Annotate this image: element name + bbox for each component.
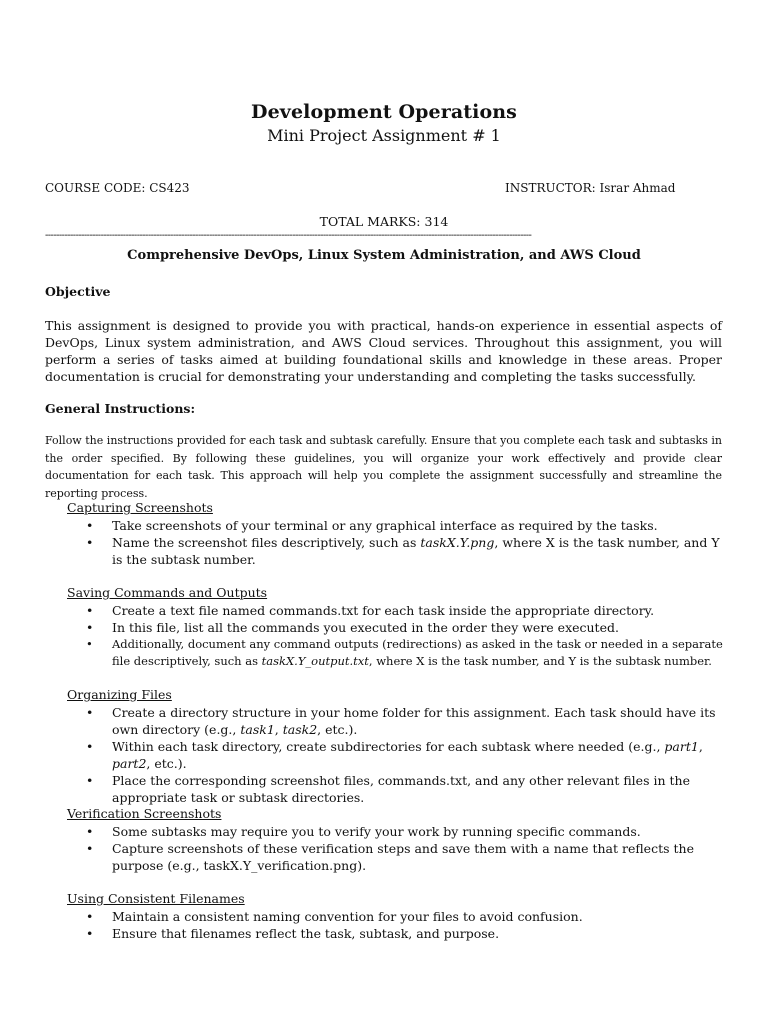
general-instructions-paragraph: Follow the instructions provided for each task and subtask carefully. Ensure that you complete each task and subtasks in the order specified. By following these guidelines, you will organize your work effectively and provide clear documentation for each task. This approach will help you complete the assignment successfully and streamline the reporting process. <box>45 434 722 500</box>
saving-commands-list <box>67 602 727 670</box>
bullet: • <box>86 841 94 856</box>
bullet: • <box>86 739 94 754</box>
list-item: • Within each task directory, create subdirectories for each subtask where needed (e.g., part1, part2, etc.). <box>86 739 703 771</box>
bullet: • <box>86 637 93 651</box>
section-title: Comprehensive DevOps, Linux System Administration, and AWS Cloud <box>127 248 641 263</box>
bullet: • <box>86 620 94 635</box>
bullet: • <box>86 824 94 839</box>
separator-line: ------------------------------------------------------------------------------------------------------------------------------------------------------------------------------- <box>45 230 532 241</box>
bullet: • <box>86 926 94 941</box>
list-item: • Place the corresponding screenshot files, commands.txt, and any other relevant files in the appropriate task or subtask directories. <box>86 773 690 805</box>
general-instructions-heading: General Instructions: <box>45 401 196 416</box>
instructor: INSTRUCTOR: Israr Ahmad <box>505 181 676 195</box>
bullet: • <box>86 705 94 720</box>
bullet: • <box>86 603 94 618</box>
list-item: • Capture screenshots of these verification steps and save them with a name that reflects the purpose (e.g., taskX.Y_verification.png). <box>86 841 694 873</box>
saving-commands-heading: Saving Commands and Outputs <box>67 585 268 600</box>
list-item: • Create a text file named commands.txt for each task inside the appropriate directory. <box>86 603 655 618</box>
bullet: • <box>86 909 94 924</box>
list-item: • Ensure that filenames reflect the task, subtask, and purpose. <box>86 926 500 941</box>
list-item: • Additionally, document any command outputs (redirections) as asked in the task or needed in a separate file descriptively, such as taskX.Y_output.txt, where X is the task number, and Y is the subtask number. <box>86 637 723 668</box>
bullet: • <box>86 773 94 788</box>
capturing-screenshots-list <box>67 517 727 568</box>
verification-screenshots-list <box>67 823 727 874</box>
document-title: Development Operations <box>251 101 517 123</box>
consistent-filenames-list <box>67 908 727 942</box>
organizing-files-heading: Organizing Files <box>67 687 172 702</box>
list-item: • In this file, list all the commands you executed in the order they were executed. <box>86 620 619 635</box>
total-marks: TOTAL MARKS: 314 <box>319 214 449 229</box>
verification-screenshots-heading: Verification Screenshots <box>67 806 222 821</box>
list-item: • Maintain a consistent naming convention for your files to avoid confusion. <box>86 909 583 924</box>
consistent-filenames-heading: Using Consistent Filenames <box>67 891 245 906</box>
bullet: • <box>86 518 94 533</box>
capturing-screenshots-heading: Capturing Screenshots <box>67 500 213 515</box>
list-item: • Create a directory structure in your home folder for this assignment. Each task should have its own directory (e.g., task1, task2, etc.). <box>86 705 716 737</box>
list-item: • Take screenshots of your terminal or any graphical interface as required by the tasks. <box>86 518 658 533</box>
objective-heading: Objective <box>45 284 111 299</box>
bullet: • <box>86 535 94 550</box>
document-subtitle: Mini Project Assignment # 1 <box>267 126 501 145</box>
list-item: • Some subtasks may require you to verify your work by running specific commands. <box>86 824 641 839</box>
objective-paragraph: This assignment is designed to provide you with practical, hands-on experience in essential aspects of DevOps, Linux system administration, and AWS Cloud services. Throughout this assignment, you will perform a series of tasks aimed at building foundational skills and knowledge in these areas. Proper documentation is crucial for demonstrating your understanding and completing the tasks successfully. <box>45 318 722 384</box>
organizing-files-list <box>67 704 727 806</box>
course-code: COURSE CODE: CS423 <box>45 181 190 195</box>
list-item: • Name the screenshot files descriptively, such as taskX.Y.png, where X is the task number, and Y is the subtask number. <box>86 535 720 567</box>
